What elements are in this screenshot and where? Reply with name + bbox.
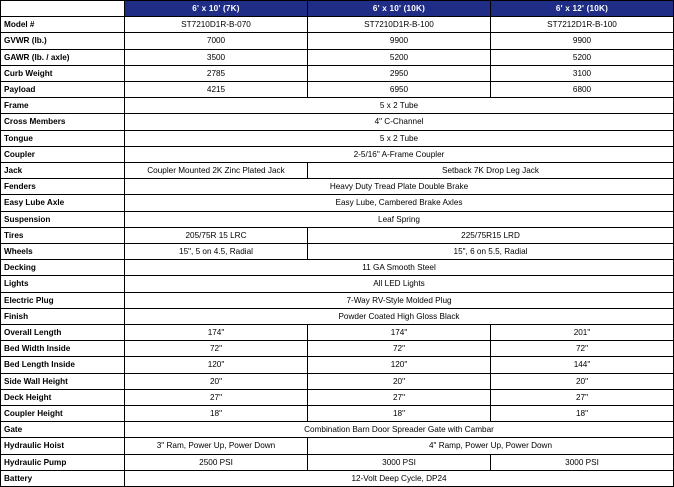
table-row <box>1 82 674 98</box>
table-row <box>1 227 674 243</box>
row-label: Electric Plug <box>1 292 125 308</box>
row-value: 3" Ram, Power Up, Power Down <box>125 438 308 454</box>
row-label: Bed Width Inside <box>1 341 125 357</box>
table-row <box>1 244 674 260</box>
row-label: Cross Members <box>1 114 125 130</box>
row-value: 174" <box>125 325 308 341</box>
row-label: Hydraulic Pump <box>1 454 125 470</box>
table-row <box>1 341 674 357</box>
table-row <box>1 195 674 211</box>
row-value: 205/75R 15 LRC <box>125 227 308 243</box>
row-value: 9900 <box>308 33 491 49</box>
row-value: 144" <box>491 357 674 373</box>
row-value: 72" <box>125 341 308 357</box>
row-value: Setback 7K Drop Leg Jack <box>308 163 674 179</box>
row-label: Hydraulic Hoist <box>1 438 125 454</box>
row-label: Tongue <box>1 130 125 146</box>
row-value: Easy Lube, Cambered Brake Axles <box>125 195 674 211</box>
row-value: 15", 6 on 5.5, Radial <box>308 244 674 260</box>
table-row <box>1 65 674 81</box>
row-value: Heavy Duty Tread Plate Double Brake <box>125 179 674 195</box>
row-value: 27" <box>308 389 491 405</box>
row-label: Lights <box>1 276 125 292</box>
table-row <box>1 470 674 486</box>
table-row <box>1 211 674 227</box>
row-label: Wheels <box>1 244 125 260</box>
row-label: Overall Length <box>1 325 125 341</box>
table-row <box>1 422 674 438</box>
row-value: 18" <box>125 406 308 422</box>
row-label: Fenders <box>1 179 125 195</box>
row-value: 18" <box>308 406 491 422</box>
row-value: 2500 PSI <box>125 454 308 470</box>
row-label: GAWR (lb. / axle) <box>1 49 125 65</box>
table-row <box>1 33 674 49</box>
row-value: 4" Ramp, Power Up, Power Down <box>308 438 674 454</box>
header-row <box>1 1 674 17</box>
row-value: 5 x 2 Tube <box>125 130 674 146</box>
row-label: Gate <box>1 422 125 438</box>
row-value: 6950 <box>308 82 491 98</box>
row-label: Coupler <box>1 146 125 162</box>
row-value: 120" <box>125 357 308 373</box>
row-label: Deck Height <box>1 389 125 405</box>
header-col-3: 6' x 12' (10K) <box>491 1 674 17</box>
row-value: 7-Way RV-Style Molded Plug <box>125 292 674 308</box>
table-header <box>1 1 674 17</box>
row-value: ST7212D1R-B-100 <box>491 17 674 33</box>
table-row <box>1 98 674 114</box>
row-value: 9900 <box>491 33 674 49</box>
row-label: Curb Weight <box>1 65 125 81</box>
row-value: 201" <box>491 325 674 341</box>
row-value: Powder Coated High Gloss Black <box>125 308 674 324</box>
row-value: 225/75R15 LRD <box>308 227 674 243</box>
row-value: 4215 <box>125 82 308 98</box>
row-value: 72" <box>491 341 674 357</box>
row-value: 6800 <box>491 82 674 98</box>
table-row <box>1 292 674 308</box>
row-label: Bed Length Inside <box>1 357 125 373</box>
row-value: Combination Barn Door Spreader Gate with Cambar <box>125 422 674 438</box>
row-value: Coupler Mounted 2K Zinc Plated Jack <box>125 163 308 179</box>
table-row <box>1 406 674 422</box>
row-value: 27" <box>491 389 674 405</box>
row-value: 15", 5 on 4.5, Radial <box>125 244 308 260</box>
row-label: Decking <box>1 260 125 276</box>
table-row <box>1 276 674 292</box>
row-label: Side Wall Height <box>1 373 125 389</box>
row-value: 3500 <box>125 49 308 65</box>
row-value: 5 x 2 Tube <box>125 98 674 114</box>
header-blank-cell <box>1 1 125 17</box>
table-row <box>1 17 674 33</box>
row-value: 4" C-Channel <box>125 114 674 130</box>
row-value: 2-5/16" A-Frame Coupler <box>125 146 674 162</box>
table-row <box>1 49 674 65</box>
row-value: 20" <box>308 373 491 389</box>
row-label: Coupler Height <box>1 406 125 422</box>
row-label: Battery <box>1 470 125 486</box>
row-value: ST7210D1R-B-100 <box>308 17 491 33</box>
row-label: Tires <box>1 227 125 243</box>
table-row <box>1 130 674 146</box>
row-value: 72" <box>308 341 491 357</box>
row-value: 7000 <box>125 33 308 49</box>
row-label: Easy Lube Axle <box>1 195 125 211</box>
row-value: 18" <box>491 406 674 422</box>
row-value: 5200 <box>491 49 674 65</box>
row-value: 3100 <box>491 65 674 81</box>
header-col-2: 6' x 10' (10K) <box>308 1 491 17</box>
row-label: Suspension <box>1 211 125 227</box>
row-value: 12-Volt Deep Cycle, DP24 <box>125 470 674 486</box>
table-row <box>1 308 674 324</box>
row-label: Payload <box>1 82 125 98</box>
table-row <box>1 325 674 341</box>
row-value: 3000 PSI <box>491 454 674 470</box>
table-row <box>1 373 674 389</box>
row-value: 20" <box>125 373 308 389</box>
table-body <box>1 17 674 487</box>
row-label: Finish <box>1 308 125 324</box>
row-value: 2785 <box>125 65 308 81</box>
row-value: All LED Lights <box>125 276 674 292</box>
table-row <box>1 163 674 179</box>
table-row <box>1 438 674 454</box>
table-row <box>1 260 674 276</box>
row-value: ST7210D1R-B-070 <box>125 17 308 33</box>
row-label: Jack <box>1 163 125 179</box>
table-row <box>1 454 674 470</box>
row-value: Leaf Spring <box>125 211 674 227</box>
header-col-1: 6' x 10' (7K) <box>125 1 308 17</box>
row-value: 120" <box>308 357 491 373</box>
row-value: 5200 <box>308 49 491 65</box>
table-row <box>1 357 674 373</box>
row-value: 174" <box>308 325 491 341</box>
table-row <box>1 146 674 162</box>
row-label: Frame <box>1 98 125 114</box>
table-row <box>1 389 674 405</box>
table-row <box>1 179 674 195</box>
row-label: Model # <box>1 17 125 33</box>
row-label: GVWR (lb.) <box>1 33 125 49</box>
row-value: 11 GA Smooth Steel <box>125 260 674 276</box>
row-value: 3000 PSI <box>308 454 491 470</box>
table-row <box>1 114 674 130</box>
row-value: 2950 <box>308 65 491 81</box>
row-value: 20" <box>491 373 674 389</box>
row-value: 27" <box>125 389 308 405</box>
